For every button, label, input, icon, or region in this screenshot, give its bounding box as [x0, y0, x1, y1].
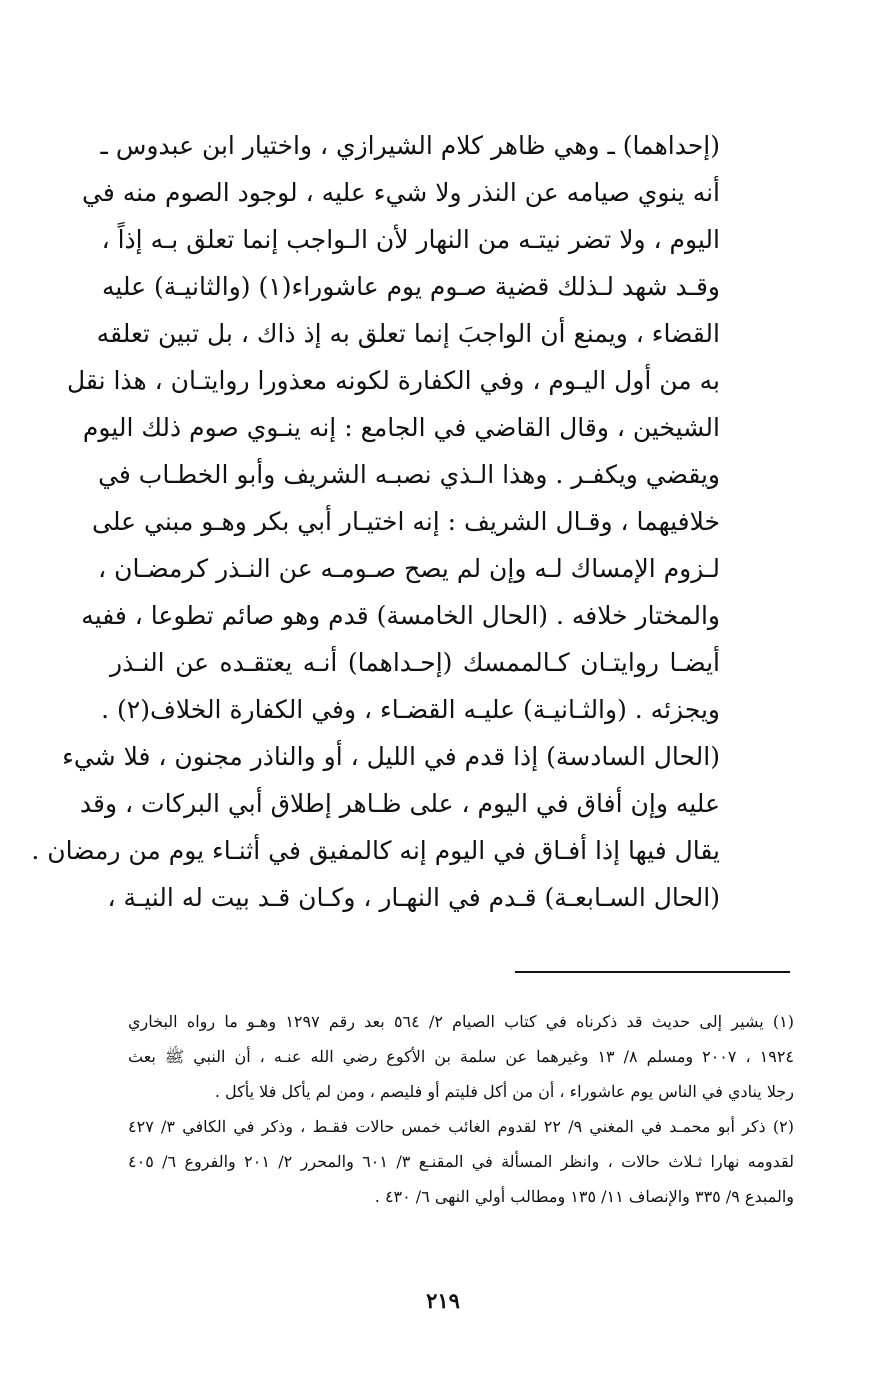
- text-line: ويقضي ويكفـر . وهذا الـذي نصبـه الشريف وأبو الخطـاب في: [98, 460, 720, 489]
- text-line: أنه ينوي صيامه عن النذر ولا شيء عليه ، لوجود الصوم منه في: [82, 178, 720, 207]
- text-line: خلافيهما ، وقـال الشريف : إنه اختيـار أبي بكر وهـو مبني على: [92, 507, 720, 536]
- text-line: (إحداهما) ـ وهي ظاهر كلام الشيرازي ، واختيار ابن عبدوس ـ: [100, 131, 720, 160]
- footnotes: [128, 1004, 794, 1214]
- footnote-line: (١) يشير إلى حديث قد ذكرناه في كتاب الصيام ٢/ ٥٦٤ بعد رقم ١٢٩٧ وهـو ما رواه البخاري: [128, 1012, 794, 1031]
- text-line: (الحال السادسة) إذا قدم في الليل ، أو والناذر مجنون ، فلا شيء: [62, 742, 720, 771]
- text-line: يقال فيها إذا أفـاق في اليوم إنه كالمفيق في أثنـاء يوم من رمضان .: [31, 836, 720, 865]
- text-line: عليه وإن أفاق في اليوم ، على ظـاهر إطلاق أبي البركات ، وقد: [79, 789, 720, 818]
- text-line: لـزوم الإمساك لـه وإن لم يصح صـومـه عن النـذر كرمضـان ،: [98, 554, 720, 583]
- footnote-line: رجلا ينادي في الناس يوم عاشوراء ، أن من أكل فليتم أو فليصم ، ومن لم يأكل فلا يأكل .: [214, 1082, 794, 1101]
- text-line: أيضـا روايتـان كـالممسك (إحـداهما) أنـه يعتقـده عن النـذر: [110, 648, 720, 677]
- text-line: وقـد شهد لـذلك قضية صـوم يوم عاشوراء(١) (والثانيـة) عليه: [101, 272, 720, 301]
- text-line: اليوم ، ولا تضر نيتـه من النهار لأن الـواجب إنما تعلق بـه إذاً ،: [101, 225, 720, 254]
- text-line: والمختار خلافه . (الحال الخامسة) قدم وهو صائم تطوعا ، ففيه: [81, 601, 720, 630]
- footnote-separator: [515, 971, 790, 973]
- footnote-line: والمبدع ٩/ ٣٣٥ والإنصاف ١١/ ١٣٥ ومطالب أولي النهى ٦/ ٤٣٠ .: [374, 1187, 794, 1206]
- footnote-line: ١٩٢٤ ، ٢٠٠٧ ومسلم ٨/ ١٣ وغيرهما عن سلمة بن الأكوع رضي الله عنـه ، أن النبي ﷺ بعث: [128, 1047, 795, 1066]
- text-line: القضاء ، ويمنع أن الواجبَ إنما تعلق به إذ ذاك ، بل تبين تعلقه: [96, 319, 720, 348]
- text-line: به من أول اليـوم ، وفي الكفارة لكونه معذورا روايتـان ، هذا نقل: [66, 366, 720, 395]
- page-number: ٢١٩: [426, 1288, 460, 1313]
- footnote-line: (٢) ذكر أبو محمـد في المغني ٩/ ٢٢ لقدوم الغائب خمس حالات فقـط ، وذكر في الكافي ٣/ ٤٢٧: [128, 1117, 794, 1136]
- main-text: [31, 122, 720, 921]
- footnote-line: لقدومه نهارا ثـلاث حالات ، وانظر المسألة في المقنـع ٣/ ٦٠١ والمحرر ٢/ ٢٠١ والفروع ٦/ ٤٠٥: [128, 1152, 795, 1171]
- text-line: ويجزئه . (والثـانيـة) عليـه القضـاء ، وفي الكفارة الخلاف(٢) .: [101, 695, 720, 724]
- text-line: الشيخين ، وقال القاضي في الجامع : إنه ينـوي صوم ذلك اليوم: [82, 413, 720, 442]
- text-line: (الحال السـابعـة) قـدم في النهـار ، وكـان قـد بيت له النيـة ،: [107, 883, 720, 912]
